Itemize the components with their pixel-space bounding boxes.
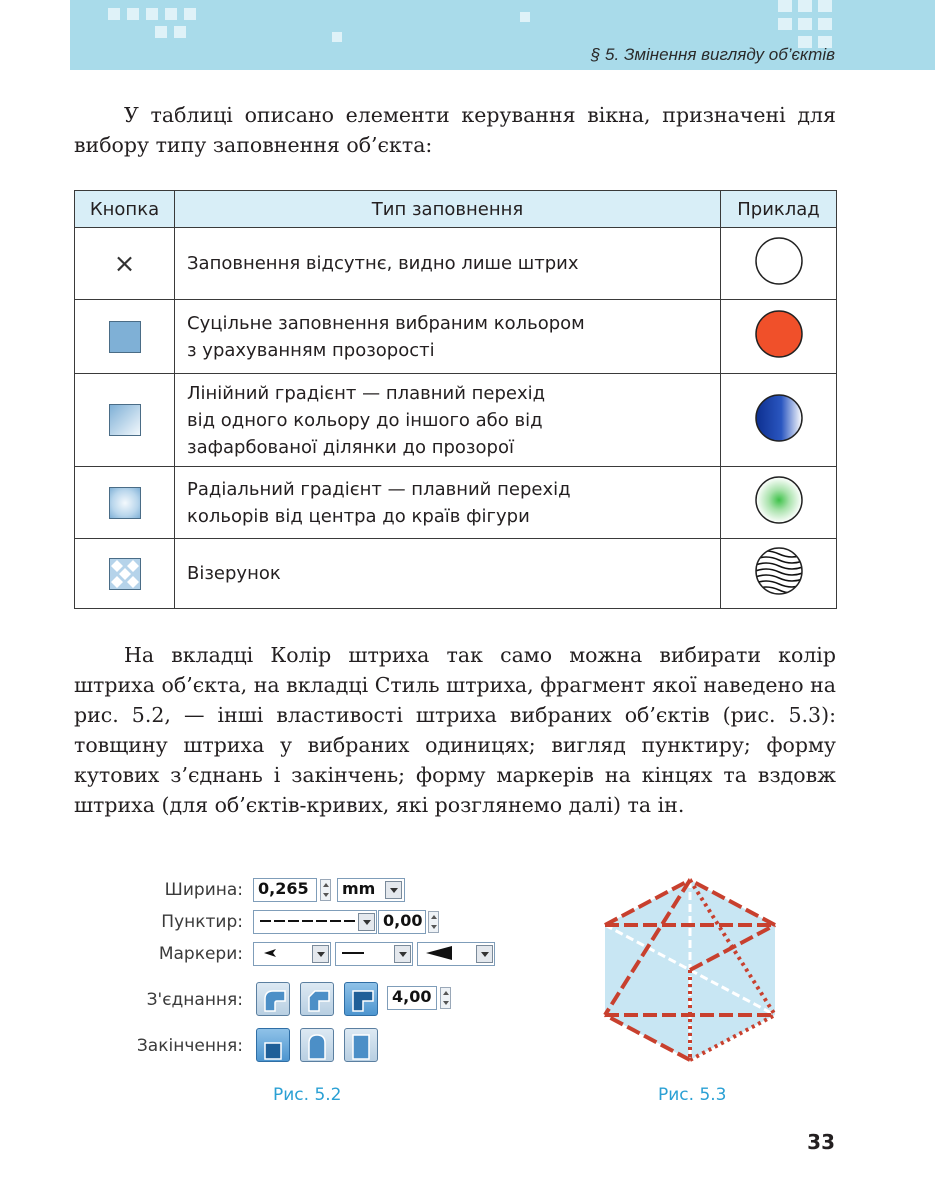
page-number: 33 [807,1130,835,1154]
width-spinner[interactable] [320,879,331,901]
square-cap-icon [345,1029,377,1061]
intro-paragraph [74,100,836,160]
joins-label: З'єднання: [146,990,243,1010]
header-decor [778,18,792,30]
figure-caption: Рис. 5.3 [658,1085,727,1105]
header-decor [184,8,196,20]
table-row [75,374,837,467]
linear-gradient-icon [109,404,141,436]
table-row [75,539,837,609]
type-text: з урахуванням прозорості [187,339,435,361]
header-decor [778,0,792,12]
running-head: § 5. Змінення вигляду об’єктів [590,45,835,64]
start-marker-dropdown-button[interactable] [312,945,329,963]
header-decor [146,8,158,20]
pattern-icon [109,558,141,590]
green-radial-circle-icon [753,474,805,526]
dash-pattern-icon [258,911,358,931]
round-cap-icon [301,1029,333,1061]
header-decor [798,18,812,30]
round-join-button[interactable] [256,982,290,1016]
miter-join-button[interactable] [344,982,378,1016]
square-cap-button[interactable] [344,1028,378,1062]
type-text: Лінійний градієнт — плавний перехід [187,382,546,404]
type-text: Заповнення відсутнє, видно лише штрих [187,253,579,274]
header-decor [332,32,342,42]
miter-limit-input[interactable]: 4,00 [387,986,437,1010]
header-decor [127,8,139,20]
bevel-join-button[interactable] [300,982,334,1016]
butt-cap-icon [257,1029,289,1061]
header-example: Приклад [721,191,837,228]
dash-offset-spinner[interactable] [428,911,439,933]
width-input[interactable]: 0,265 [253,878,317,902]
header-decor [520,12,530,22]
radial-gradient-icon [109,487,141,519]
round-join-icon [257,983,289,1015]
type-text: від одного кольору до іншого або від [187,409,543,431]
bevel-join-icon [301,983,333,1015]
no-fill-icon: × [113,248,136,279]
red-circle-icon [753,308,805,360]
unit-value: mm [342,879,376,898]
intro-text: У таблиці описано елементи керування вікна, призначені для вибору типу заповнення об’єкта: [74,103,836,157]
caps-label: Закінчення: [136,1036,243,1056]
header-decor [798,0,812,12]
butt-cap-button[interactable] [256,1028,290,1062]
header-decor [165,8,177,20]
table-row [75,228,837,300]
type-text: Суцільне заповнення вибраним кольором [187,312,585,334]
flat-fill-icon [109,321,141,353]
width-label: Ширина: [164,880,243,900]
mid-marker-dropdown-button[interactable] [394,945,411,963]
type-text: зафарбованої ділянки до прозорої [187,436,514,458]
header-decor [818,0,832,12]
type-text: кольорів від центра до країв фігури [187,505,530,527]
line-marker-icon [340,943,370,963]
miter-limit-spinner[interactable] [440,987,451,1009]
fill-type-table [74,190,837,609]
figure-caption: Рис. 5.2 [273,1085,342,1105]
type-text: Радіальний градієнт — плавний перехід [187,478,571,500]
header-decor [155,26,167,38]
table-row [75,300,837,374]
dash-dropdown-button[interactable] [358,913,375,931]
round-cap-button[interactable] [300,1028,334,1062]
dashed-hexagon-figure [585,865,795,1075]
empty-circle-icon [753,235,805,287]
dash-label: Пунктир: [161,912,243,932]
table-row [75,467,837,539]
type-text: Візерунок [187,563,281,584]
header-decor [174,26,186,38]
triangle-marker-icon [422,943,462,963]
miter-join-icon [345,983,377,1015]
header-type: Тип заповнення [175,191,721,228]
end-marker-dropdown-button[interactable] [476,945,493,963]
header-decor [818,18,832,30]
blue-gradient-circle-icon [753,392,805,444]
paragraph-text: На вкладці Колір штриха так само можна вибирати колір штриха об’єкта, на вкладці Стиль штриха, фрагмент якої наведено на рис. 5.2, — інші властивості штриха вибраних об’єктів (рис. 5.3): товщину штриха у вибраних одиницях; вигляд пунктиру; форму кутових з’єднань і закінчень; форму маркерів на кінцях та вздовж штриха (для об’єктів-кривих, які розглянемо далі) та ін. [74,643,836,817]
body-paragraph [74,640,836,820]
arrow-marker-icon [258,943,288,963]
unit-dropdown-button[interactable] [385,881,402,899]
markers-label: Маркери: [158,944,243,964]
header-decor [108,8,120,20]
header-button: Кнопка [75,191,175,228]
wave-pattern-circle-icon [753,545,805,597]
dash-offset-input[interactable]: 0,00 [378,910,426,934]
